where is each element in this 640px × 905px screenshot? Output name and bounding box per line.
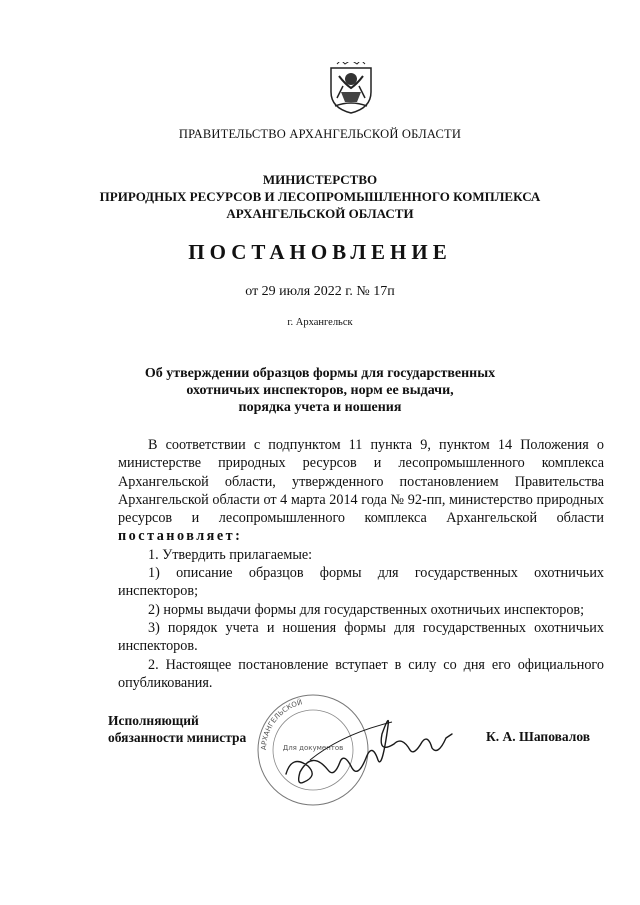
list-item: 2. Настоящее постановление вступает в силу со дня его официального опубликования. <box>118 656 604 691</box>
position-line: обязанности министра <box>108 730 247 745</box>
list-item: 1. Утвердить прилагаемые: <box>148 546 313 563</box>
ministry-title <box>0 171 640 222</box>
subject-line: охотничьих инспекторов, норм ее выдачи, <box>186 383 454 398</box>
city: г. Архангельск <box>287 317 353 328</box>
document-body <box>118 436 604 692</box>
preamble-text: В соответствии с подпунктом 11 пункта 9, пунктом 14 Положения о министерстве природных ресурсов и лесопромышленного комплекса Архангельской области, утвержденного постановлением Правительства Архангельской области от 4 марта 2014 года № 92-пп, министерство природных ресурсов и лесопромышленного комплекса Архангельской области <box>118 437 604 527</box>
stamp-ring-text: АРХАНГЕЛЬСКОЙ <box>259 698 304 751</box>
document-type: ПОСТАНОВЛЕНИЕ <box>188 240 452 264</box>
signatory-position <box>108 712 246 746</box>
stamp-center-text: Для документов <box>282 744 344 752</box>
position-line: Исполняющий <box>108 713 199 728</box>
government-title: ПРАВИТЕЛЬСТВО АРХАНГЕЛЬСКОЙ ОБЛАСТИ <box>178 127 462 141</box>
list-item: 1) описание образцов формы для государственных охотничьих инспекторов; <box>118 565 604 600</box>
date-number: от 29 июля 2022 г. № 17п <box>245 284 395 299</box>
ministry-line: АРХАНГЕЛЬСКОЙ ОБЛАСТИ <box>226 206 414 221</box>
subject-line: Об утверждении образцов формы для государственных <box>144 366 496 381</box>
coat-of-arms-icon <box>327 62 375 114</box>
list-item: 2) нормы выдачи формы для государственных охотничьих инспекторов; <box>148 601 585 618</box>
preamble-paragraph <box>118 436 604 546</box>
list-item: 3) порядок учета и ношения формы для государственных охотничьих инспекторов. <box>118 619 604 655</box>
ministry-line: ПРИРОДНЫХ РЕСУРСОВ И ЛЕСОПРОМЫШЛЕННОГО КОМПЛЕКСА <box>99 189 541 204</box>
subject-line: порядка учета и ношения <box>238 400 402 415</box>
ministry-line: МИНИСТЕРСТВО <box>262 172 378 187</box>
document-subject <box>0 365 640 416</box>
decree-word: постановляет: <box>118 528 243 545</box>
handwritten-signature <box>282 704 457 794</box>
signatory-name: К. А. Шаповалов <box>486 729 591 744</box>
